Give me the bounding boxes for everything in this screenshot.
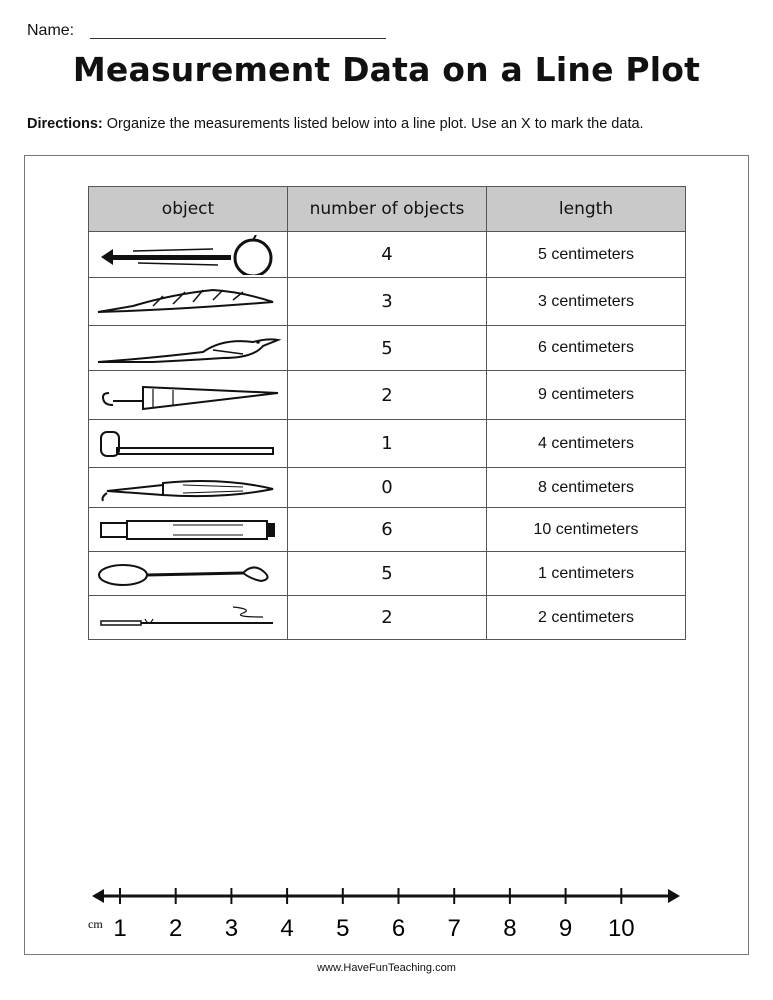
name-field[interactable] <box>90 38 386 39</box>
umbrella-icon <box>93 375 283 415</box>
tick-label: 3 <box>224 915 239 942</box>
length-cell: 5 centimeters <box>487 232 686 278</box>
length-cell: 8 centimeters <box>487 468 686 508</box>
count-cell: 5 <box>288 552 487 596</box>
page-title: Measurement Data on a Line Plot <box>72 50 701 89</box>
arrow-icon <box>93 235 283 275</box>
count-cell: 2 <box>288 371 487 420</box>
count-cell: 6 <box>288 508 487 552</box>
tick-label: 6 <box>391 915 406 942</box>
footer-site: www.HaveFunTeaching.com <box>317 962 456 974</box>
object-cell <box>89 596 288 640</box>
table-row <box>89 371 686 420</box>
tick-label: 9 <box>558 915 573 942</box>
line-plot <box>80 880 690 950</box>
tick-label: 5 <box>336 915 350 942</box>
table-row <box>89 326 686 371</box>
tick-label: 10 <box>607 915 635 942</box>
bird-icon <box>93 328 283 368</box>
paintbrush-icon <box>93 471 283 505</box>
pipe-icon <box>93 424 283 464</box>
tick-label: 2 <box>169 915 183 942</box>
object-cell <box>89 552 288 596</box>
length-cell: 1 centimeters <box>487 552 686 596</box>
spoon-icon <box>93 557 283 591</box>
object-cell <box>89 278 288 326</box>
directions-label: Directions: <box>27 116 103 132</box>
table-row <box>89 508 686 552</box>
right-arrow-icon <box>668 889 680 903</box>
count-cell: 2 <box>288 596 487 640</box>
table-row <box>89 232 686 278</box>
table-row <box>89 552 686 596</box>
object-cell <box>89 508 288 552</box>
table-row <box>89 596 686 640</box>
length-cell: 10 centimeters <box>487 508 686 552</box>
table-row <box>89 420 686 468</box>
length-cell: 3 centimeters <box>487 278 686 326</box>
object-cell <box>89 232 288 278</box>
object-cell <box>89 468 288 508</box>
col-object: object <box>89 187 288 232</box>
measurement-table <box>88 186 686 640</box>
needle-icon <box>93 601 283 635</box>
tick-label: 4 <box>280 915 294 942</box>
object-cell <box>89 326 288 371</box>
length-cell: 6 centimeters <box>487 326 686 371</box>
count-cell: 5 <box>288 326 487 371</box>
tube-icon <box>93 513 283 547</box>
tick-label: 1 <box>113 915 127 942</box>
length-cell: 4 centimeters <box>487 420 686 468</box>
col-length: length <box>487 187 686 232</box>
length-cell: 9 centimeters <box>487 371 686 420</box>
table-header-row <box>89 187 686 232</box>
object-cell <box>89 371 288 420</box>
count-cell: 4 <box>288 232 487 278</box>
table-row <box>89 468 686 508</box>
tick-label: 7 <box>447 915 461 942</box>
count-cell: 1 <box>288 420 487 468</box>
length-cell: 2 centimeters <box>487 596 686 640</box>
directions <box>27 116 644 132</box>
directions-text: Organize the measurements listed below into a line plot. Use an X to mark the data. <box>102 116 644 132</box>
table-row <box>89 278 686 326</box>
tick-label: 8 <box>503 915 517 942</box>
count-cell: 3 <box>288 278 487 326</box>
left-arrow-icon <box>92 889 104 903</box>
count-cell: 0 <box>288 468 487 508</box>
feather-icon <box>93 282 283 322</box>
object-cell <box>89 420 288 468</box>
unit-label: cm <box>88 917 103 931</box>
name-label: Name: <box>27 22 75 39</box>
col-number: number of objects <box>288 187 487 232</box>
